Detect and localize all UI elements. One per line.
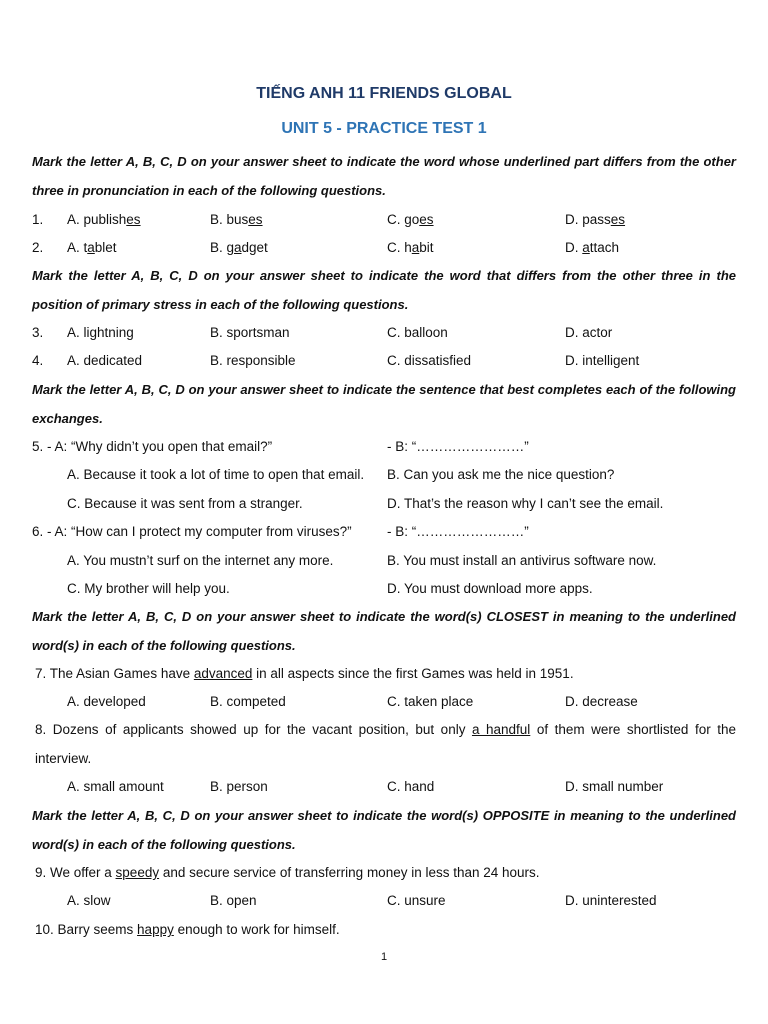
option-b: B. gadget — [210, 240, 268, 255]
option-d: D. actor — [565, 325, 613, 340]
option-c: C. unsure — [387, 893, 446, 908]
option-a: A. Because it took a lot of time to open that email. — [67, 467, 365, 482]
option-b: B. You must install an antivirus software now. — [387, 553, 657, 568]
instruction-opposite: Mark the letter A, B, C, D on your answer sheet to indicate the word(s) OPPOSITE in meaning to the underlined word(s) in each of the following questions. — [32, 808, 736, 852]
option-b: B. buses — [210, 212, 263, 227]
option-a: A. publishes — [67, 212, 141, 227]
option-c: C. Because it was sent from a stranger. — [67, 496, 303, 511]
option-c: C. taken place — [387, 694, 474, 709]
speaker-a-line: 5. - A: “Why didn’t you open that email?” — [32, 439, 273, 454]
option-c: C. My brother will help you. — [67, 581, 230, 596]
option-c: C. dissatisfied — [387, 353, 472, 368]
question-9 — [0, 863, 768, 883]
instruction-pronunciation: Mark the letter A, B, C, D on your answer sheet to indicate the word whose underlined part differs from the other three in pronunciation in each of the following questions. — [32, 154, 736, 198]
option-b: B. person — [210, 779, 268, 794]
instruction-stress: Mark the letter A, B, C, D on your answer sheet to indicate the word that differs from the other three in the position of primary stress in each of the following questions. — [32, 268, 736, 312]
question-text: 9. We offer a speedy and secure service of transferring money in less than 24 hours. — [35, 865, 540, 880]
option-c: C. hand — [387, 779, 435, 794]
question-number: 3. — [32, 325, 44, 340]
option-b: B. competed — [210, 694, 286, 709]
option-a: A. slow — [67, 893, 111, 908]
option-a: A. lightning — [67, 325, 134, 340]
question-6-options-cd — [0, 579, 768, 599]
question-8-text: 8. Dozens of applicants showed up for the vacant position, but only a handful of them were shortlisted for the interview. — [35, 722, 736, 766]
option-a: A. You mustn’t surf on the internet any more. — [67, 553, 334, 568]
question-1 — [0, 210, 768, 230]
option-d: D. attach — [565, 240, 620, 255]
question-number: 4. — [32, 353, 44, 368]
instruction-closest: Mark the letter A, B, C, D on your answer sheet to indicate the word(s) CLOSEST in meaning to the underlined word(s) in each of the following questions. — [32, 609, 736, 653]
option-d: D. You must download more apps. — [387, 581, 593, 596]
option-c: C. habit — [387, 240, 434, 255]
question-10 — [0, 920, 768, 940]
question-number: 2. — [32, 240, 44, 255]
option-a: A. developed — [67, 694, 146, 709]
option-d: D. small number — [565, 779, 664, 794]
question-5-options-cd — [0, 494, 768, 514]
speaker-a-line: 6. - A: “How can I protect my computer from viruses?” — [32, 524, 352, 539]
option-a: A. small amount — [67, 779, 164, 794]
option-d: D. uninterested — [565, 893, 657, 908]
speaker-b-line: - B: “……………………” — [387, 524, 529, 539]
question-5-options-ab — [0, 465, 768, 485]
question-2 — [0, 238, 768, 258]
document-title: TIẾNG ANH 11 FRIENDS GLOBAL — [256, 85, 512, 102]
question-5-prompt — [0, 437, 768, 457]
option-c: C. goes — [387, 212, 434, 227]
question-text: 7. The Asian Games have advanced in all aspects since the first Games was held in 1951. — [35, 666, 574, 681]
option-b: B. responsible — [210, 353, 296, 368]
document-subtitle: UNIT 5 - PRACTICE TEST 1 — [281, 120, 487, 137]
question-4 — [0, 351, 768, 371]
question-text: 10. Barry seems happy enough to work for himself. — [35, 922, 340, 937]
question-3 — [0, 323, 768, 343]
option-b: B. open — [210, 893, 257, 908]
question-8-options — [0, 777, 768, 797]
page-number: 1 — [380, 951, 388, 963]
instruction-exchanges: Mark the letter A, B, C, D on your answer sheet to indicate the sentence that best completes each of the following exchanges. — [32, 382, 736, 426]
option-c: C. balloon — [387, 325, 448, 340]
option-a: A. tablet — [67, 240, 117, 255]
option-d: D. intelligent — [565, 353, 640, 368]
question-9-options — [0, 891, 768, 911]
question-7 — [0, 664, 768, 684]
question-6-options-ab — [0, 551, 768, 571]
question-7-options — [0, 692, 768, 712]
option-d: D. decrease — [565, 694, 638, 709]
option-b: B. Can you ask me the nice question? — [387, 467, 615, 482]
option-d: D. passes — [565, 212, 626, 227]
option-b: B. sportsman — [210, 325, 290, 340]
option-a: A. dedicated — [67, 353, 143, 368]
question-number: 1. — [32, 212, 44, 227]
option-d: D. That’s the reason why I can’t see the email. — [387, 496, 664, 511]
speaker-b-line: - B: “……………………” — [387, 439, 529, 454]
question-6-prompt — [0, 522, 768, 542]
